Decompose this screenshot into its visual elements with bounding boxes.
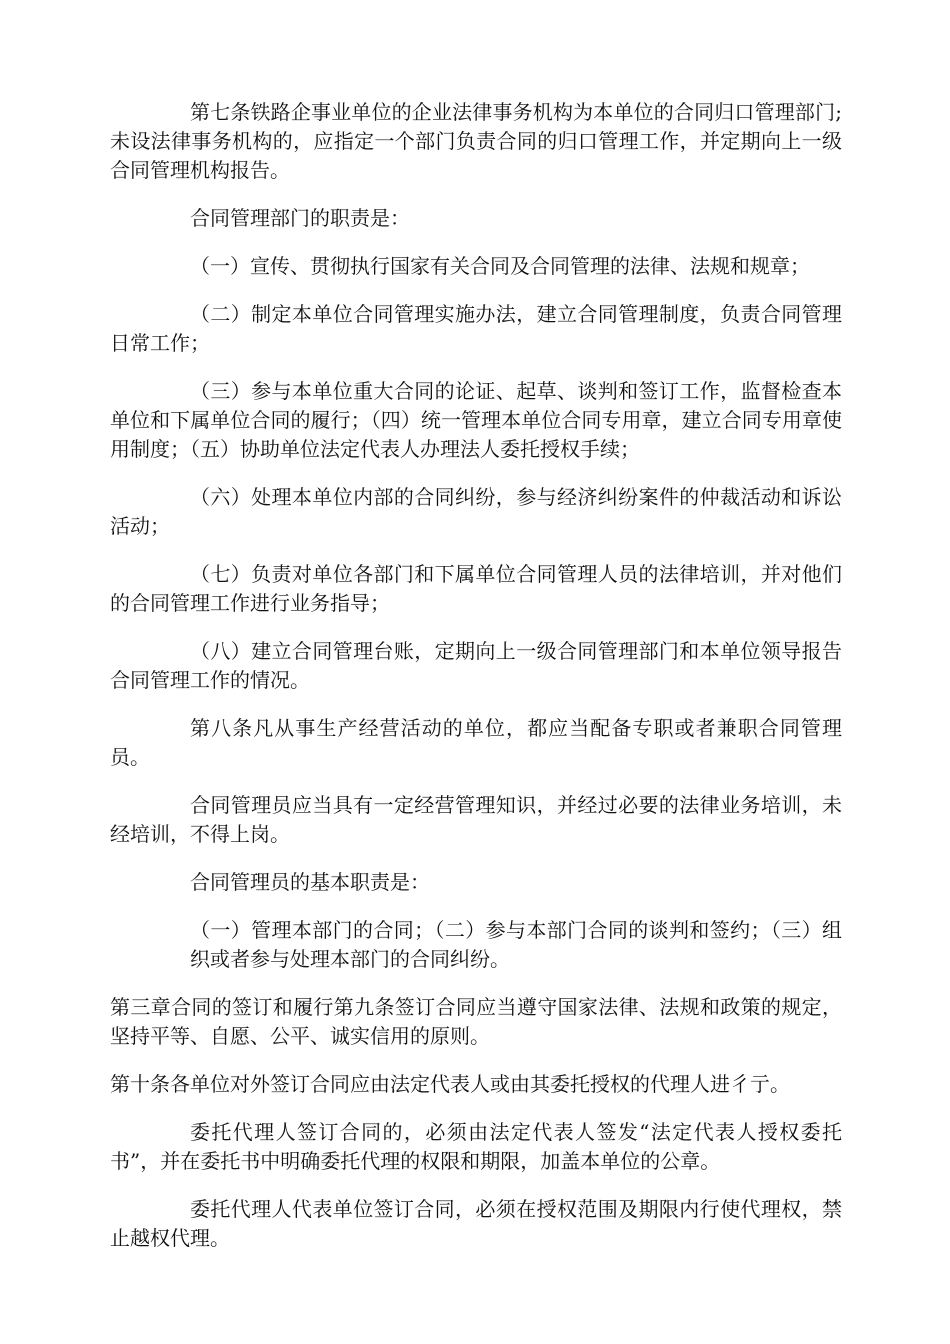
manager-qualification-paragraph: 合同管理员应当具有一定经营管理知识，并经过必要的法律业务培训，未经培训，不得上岗。 (110, 793, 842, 846)
article-8-paragraph: 第八条凡从事生产经营活动的单位，都应当配备专职或者兼职合同管理员。 (110, 716, 842, 769)
duty-item-3-4-5: （三）参与本单位重大合同的论证、起草、谈判和签订工作，监督检查本单位和下属单位合同的履行；（四）统一管理本单位合同专用章，建立合同专用章使用制度；（五）协助单位法定代表人办理法人委托授权手续； (110, 379, 842, 461)
manager-duty-items: （一）管理本部门的合同；（二）参与本部门合同的谈判和签约；（三）组织或者参与处理本部门的合同纠纷。 (190, 918, 842, 971)
document-page (110, 98, 842, 1272)
duty-item-1: （一）宣传、贯彻执行国家有关合同及合同管理的法律、法规和规章； (190, 254, 810, 278)
duty-item-8: （八）建立合同管理台账，定期向上一级合同管理部门和本单位领导报告合同管理工作的情况。 (110, 639, 842, 692)
chapter-3-article-9-paragraph: 第三章合同的签订和履行第九条签订合同应当遵守国家法律、法规和政策的规定，坚持平等、自愿、公平、诚实信用的原则。 (110, 995, 842, 1048)
agent-scope-paragraph: 委托代理人代表单位签订合同，必须在授权范围及期限内行使代理权，禁止越权代理。 (110, 1197, 842, 1250)
article-7-paragraph: 第七条铁路企事业单位的企业法律事务机构为本单位的合同归口管理部门;未设法律事务机构的，应指定一个部门负责合同的归口管理工作，并定期向上一级合同管理机构报告。 (110, 100, 842, 182)
article-10-paragraph: 第十条各单位对外签订合同应由法定代表人或由其委托授权的代理人进彳亍。 (110, 1072, 790, 1096)
duty-item-2: （二）制定本单位合同管理实施办法，建立合同管理制度，负责合同管理日常工作； (110, 302, 842, 355)
manager-duties-heading: 合同管理员的基本职责是： (190, 870, 430, 894)
duty-item-6: （六）处理本单位内部的合同纠纷，参与经济纠纷案件的仲裁活动和诉讼活动； (110, 485, 842, 538)
duty-item-7: （七）负责对单位各部门和下属单位合同管理人员的法律培训，并对他们的合同管理工作进行业务指导； (110, 562, 842, 615)
department-duties-heading: 合同管理部门的职责是： (190, 206, 410, 230)
authorization-letter-paragraph: 委托代理人签订合同的，必须由法定代表人签发“法定代表人授权委托书”，并在委托书中明确委托代理的权限和期限，加盖本单位的公章。 (110, 1120, 842, 1173)
